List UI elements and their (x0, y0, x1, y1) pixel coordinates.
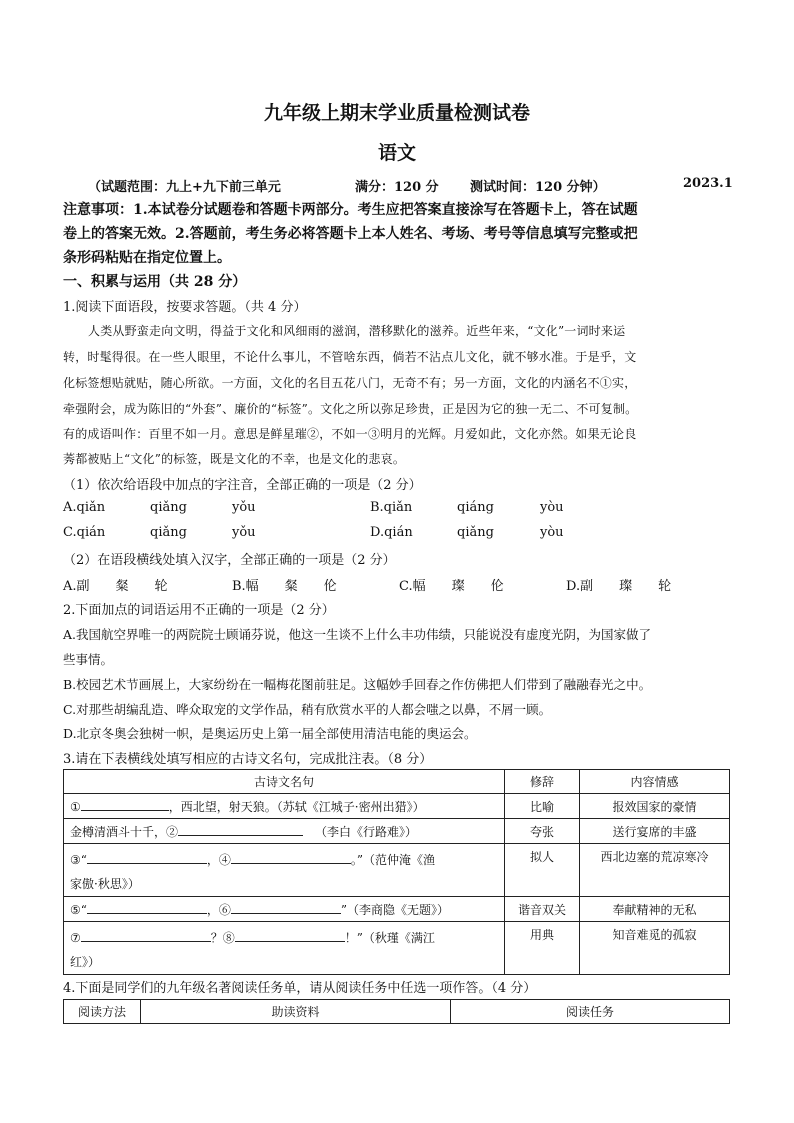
q4-header-method: 阅读方法 (64, 1000, 141, 1024)
notice-line-2: 卷上的答案无效。2.答题前，考生务必将答题卡上本人姓名、考场、考号等信息填写完整或把 (63, 226, 638, 242)
blank-number: ⑤“ (70, 902, 87, 917)
exam-score: 满分：120 分 (355, 180, 439, 195)
exam-date: 2023.1 (683, 176, 733, 191)
answer-blank-4[interactable] (231, 851, 351, 864)
notice-line-3: 条形码粘贴在指定位置上。 (63, 250, 231, 266)
q4-header-task: 阅读任务 (451, 1000, 730, 1024)
pinyin: yǒu (232, 500, 256, 515)
exam-time: 测试时间：120 分钟） (470, 180, 606, 195)
q3-table (63, 769, 730, 975)
poem-source: 。”（范仲淹《渔 (350, 853, 436, 867)
answer-blank-3[interactable] (87, 851, 207, 864)
q3-header-rhetoric: 修辞 (505, 770, 580, 794)
q3-header-lines: 古诗文名句 (64, 770, 505, 794)
passage-line: 牵强附会，成为陈旧的“外套”、廉价的“标签”。文化之所以弥足珍贵，正是因为它的独一无二、不可复制。 (63, 402, 638, 416)
q4-table (63, 999, 730, 1024)
emotion-cell: 知音难觅的孤寂 (580, 922, 730, 975)
q2-option-a-cont: 些事情。 (63, 652, 114, 667)
table-row (64, 819, 730, 844)
answer-blank-2[interactable] (178, 823, 303, 836)
pinyin: qiǎng (150, 525, 187, 540)
answer-blank-7[interactable] (81, 929, 211, 942)
poem-source: ”（李商隐《无题》） (340, 902, 450, 917)
emotion-cell: 报效国家的豪情 (580, 794, 730, 819)
rhetoric-cell: 用典 (505, 922, 580, 975)
blank-number: ，⑥ (206, 902, 231, 917)
passage-line: 转，时髦得很。在一些人眼里，不论什么事儿，不管啥东西，倘若不沾点儿文化，就不够水准。于是乎，文 (63, 350, 637, 364)
section-1-title: 一、积累与运用（共 28 分） (63, 274, 247, 290)
q1-sub2-option-d: D.副 璨 轮 (566, 579, 672, 594)
blank-number: ③“ (70, 853, 87, 867)
pinyin: qiǎng (150, 500, 187, 515)
pinyin: yǒu (232, 525, 256, 540)
q1-sub2-option-c: C.幅 璨 伦 (399, 579, 504, 594)
q3-prompt: 3.请在下表横线处填写相应的古诗文名句，完成批注表。（8 分） (63, 752, 433, 767)
answer-blank-5[interactable] (87, 901, 207, 914)
passage-line: 有的成语叫作：百里不如一月。意思是鲜星璀②，不如一③明月的光辉。月爱如此，文化亦然。如果无论良 (63, 427, 637, 441)
poem-source-cont: 家傲·秋思》） (70, 877, 140, 891)
q4-header-materials: 助读资料 (141, 1000, 451, 1024)
rhetoric-cell: 比喻 (505, 794, 580, 819)
pinyin: qiáng (457, 500, 494, 515)
subject-title: 语文 (377, 142, 416, 164)
pinyin: qiǎng (457, 525, 494, 540)
blank-number: ？⑧ (210, 931, 235, 945)
q1-sub2-option-a: A.副 粲 轮 (63, 579, 168, 594)
table-row (64, 922, 730, 975)
passage-line: 化标签想贴就贴，随心所欲。一方面，文化的名目五花八门，无奇不有；另一方面，文化的内涵名不①实， (63, 376, 637, 390)
q1-sub2-prompt: （2）在语段横线处填入汉字，全部正确的一项是（2 分） (63, 553, 396, 568)
emotion-cell: 西北边塞的荒凉寒冷 (580, 844, 730, 897)
rhetoric-cell: 夸张 (505, 819, 580, 844)
q2-option-d: D.北京冬奥会独树一帜，是奥运历史上第一届全部使用清洁电能的奥运会。 (63, 726, 477, 741)
poem-source: （李白《行路难》） (315, 824, 418, 839)
q1-sub1-option-b: B.qiǎn (370, 500, 413, 515)
passage-line: 莠都被贴上“文化”的标签，既是文化的不幸，也是文化的悲哀。 (63, 452, 406, 466)
q1-sub1-option-c: C.qián (63, 525, 106, 540)
answer-blank-1[interactable] (81, 798, 169, 811)
blank-number: ① (70, 799, 81, 814)
emotion-cell: 送行宴席的丰盛 (580, 819, 730, 844)
rhetoric-cell: 谐音双关 (505, 897, 580, 922)
poem-source-cont: 红》） (70, 955, 101, 969)
q4-prompt: 4.下面是同学们的九年级名著阅读任务单，请从阅读任务中任选一项作答。（4 分） (63, 981, 537, 996)
q3-header-emotion: 内容情感 (580, 770, 730, 794)
q1-sub1-option-a: A.qiǎn (63, 500, 106, 515)
q2-prompt: 2.下面加点的词语运用不正确的一项是（2 分） (63, 603, 335, 618)
q1-sub1-prompt: （1）依次给语段中加点的字注音，全部正确的一项是（2 分） (63, 478, 422, 493)
pinyin: yòu (540, 500, 564, 515)
q2-option-b: B.校园艺术节画展上，大家纷纷在一幅梅花图前驻足。这幅妙手回春之作仿佛把人们带到了融融春光之中。 (63, 677, 652, 692)
answer-blank-8[interactable] (235, 929, 345, 942)
table-row (64, 844, 730, 897)
pinyin: yòu (540, 525, 564, 540)
blank-number: ⑦ (70, 931, 81, 945)
q2-option-a: A.我国航空界唯一的两院院士顾诵芬说，他这一生谈不上什么丰功伟绩，只能说没有虚度光阴，为国家做了 (63, 627, 652, 642)
rhetoric-cell: 拟人 (505, 844, 580, 897)
poem-source: ！”（秋瑾《满江 (344, 931, 435, 945)
blank-number: ，④ (206, 853, 231, 867)
q1-sub2-option-b: B.幅 粲 伦 (232, 579, 337, 594)
answer-blank-6[interactable] (231, 901, 341, 914)
table-row (64, 794, 730, 819)
table-row (64, 897, 730, 922)
q1-sub1-option-d: D.qián (370, 525, 413, 540)
q2-option-c: C.对那些胡编乱造、哗众取宠的文学作品，稍有欣赏水平的人都会嗤之以鼻，不屑一顾。 (63, 702, 552, 717)
q1-prompt: 1.阅读下面语段，按要求答题。（共 4 分） (63, 300, 307, 315)
poem-line: 金樽清酒斗十千，② (70, 824, 179, 839)
passage-line: 人类从野蛮走向文明，得益于文化和风细雨的滋润，潜移默化的滋养。近些年来，“文化”一词时来运 (88, 324, 626, 338)
exam-range: （试题范围：九上+九下前三单元 (88, 180, 281, 195)
poem-source: ，西北望，射天狼。（苏轼《江城子·密州出猎》） (168, 799, 425, 814)
emotion-cell: 奉献精神的无私 (580, 897, 730, 922)
exam-title: 九年级上期末学业质量检测试卷 (263, 102, 530, 124)
notice-line-1: 注意事项：1.本试卷分试题卷和答题卡两部分。考生应把答案直接涂写在答题卡上，答在试题 (63, 202, 638, 218)
